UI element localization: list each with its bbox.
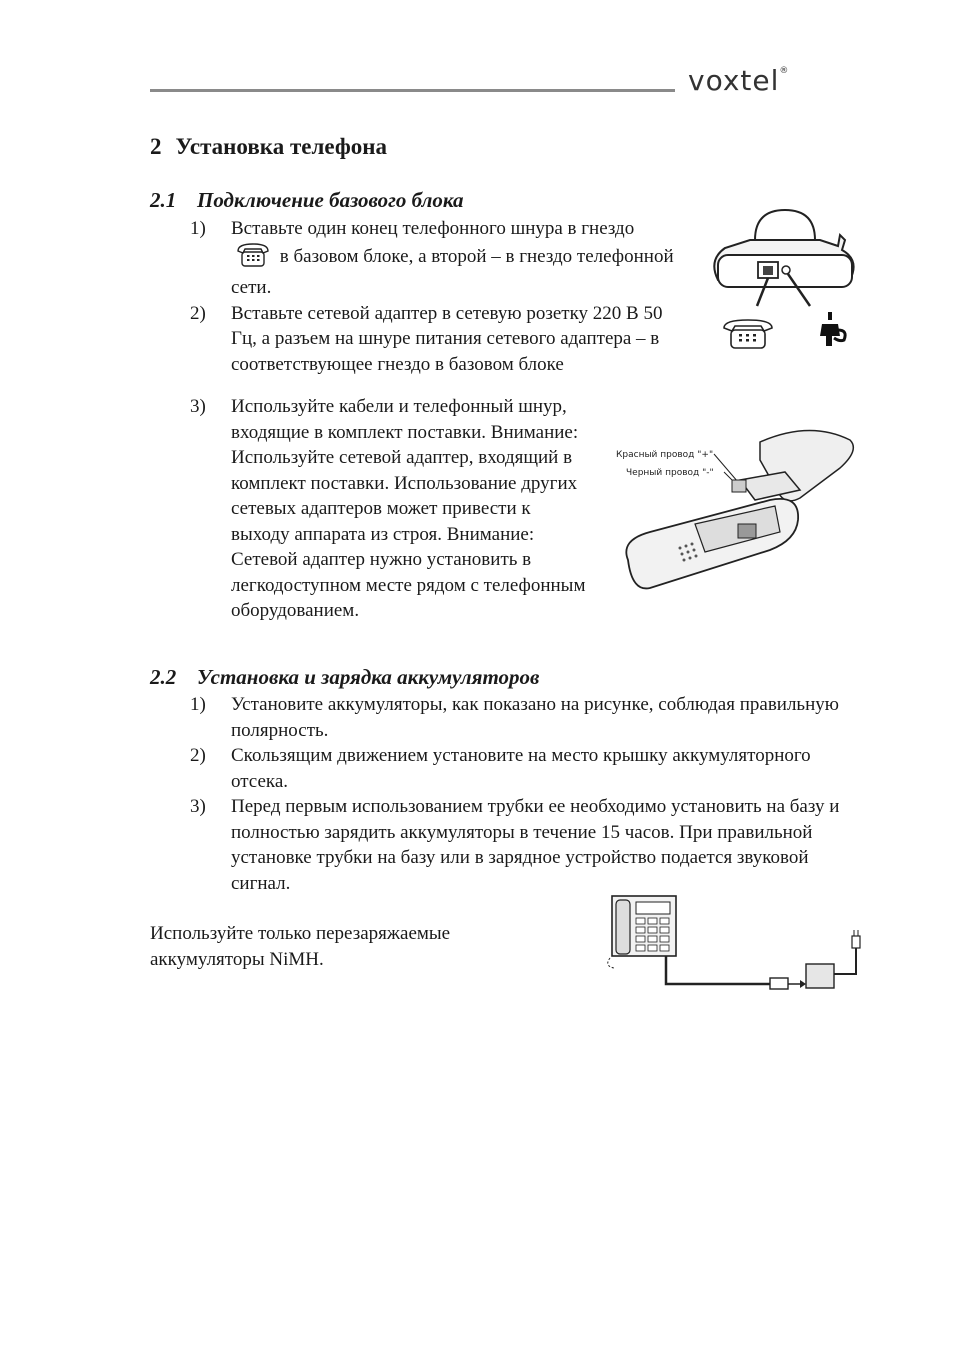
chapter-heading [150,134,387,160]
section-heading-2-2 [150,665,539,690]
list-item [190,301,680,378]
battery-steps-list [190,692,870,896]
list-marker: 3) [190,796,206,817]
connection-steps-list-continued [190,394,590,624]
list-marker: 1) [190,218,206,239]
step-text: Используйте кабели и телефонный шнур, входящие в комплект поставки. Внимание: Используйте сетевой адаптер, входящий в комплект поставки. Использование других сетевых адаптеров может привести к выходу аппарата из строя. Внимание: Сетевой адаптер нужно установить в легкодоступном месте рядом с телефонным оборудованием. [231,396,586,621]
step-text: Установите аккумуляторы, как показано на рисунке, соблюдая правильную полярность. [231,694,839,741]
list-marker: 2) [190,745,206,766]
list-marker: 3) [190,396,206,417]
desk-phone-adapter-illustration [600,888,870,998]
chapter-title: Установка телефона [175,134,388,159]
telephone-socket-icon [235,242,271,276]
battery-installation-illustration [610,420,860,600]
step-text: Скользящим движением установите на место крышку аккумуляторного отсека. [231,745,811,792]
section-heading-2-1 [150,188,463,213]
list-marker: 2) [190,302,206,324]
section-number: 2.1 [150,188,177,212]
step-text: Вставьте один конец телефонного шнура в гнездо [231,218,635,239]
black-wire-label: Черный провод "-" [626,468,714,478]
list-item [190,216,680,301]
section-title: Подключение базового блока [197,188,464,212]
list-item [190,794,870,896]
section-title: Установка и зарядка аккумуляторов [197,665,540,689]
brand-logo: voxtel® [688,64,790,97]
red-wire-label: Красный провод "+" [616,450,714,460]
connection-steps-list [190,216,680,377]
step-text: в базовом блоке, а второй – в гнездо телефонной сети. [231,245,674,298]
list-marker: 1) [190,694,206,715]
step-text: Вставьте сетевой адаптер в сетевую розетку 220 В 50 Гц, а разъем на шнуре питания сетевого адаптера – в соответствующее гнездо в базовом блоке [231,302,663,375]
step-text: Перед первым использованием трубки ее необходимо установить на базу и полностью зарядить аккумуляторы в течение 15 часов. При правильной установке трубки на базу или в зарядное устройство подается звуковой сигнал. [231,796,840,894]
section-number: 2.2 [150,665,177,689]
chapter-number: 2 [150,134,162,159]
list-item [190,692,870,743]
list-item [190,394,590,624]
list-item [190,743,870,794]
header-rule [150,89,675,92]
battery-note: Используйте только перезаряжаемые аккумуляторы NiMH. [150,923,451,970]
base-station-illustration [700,200,870,360]
